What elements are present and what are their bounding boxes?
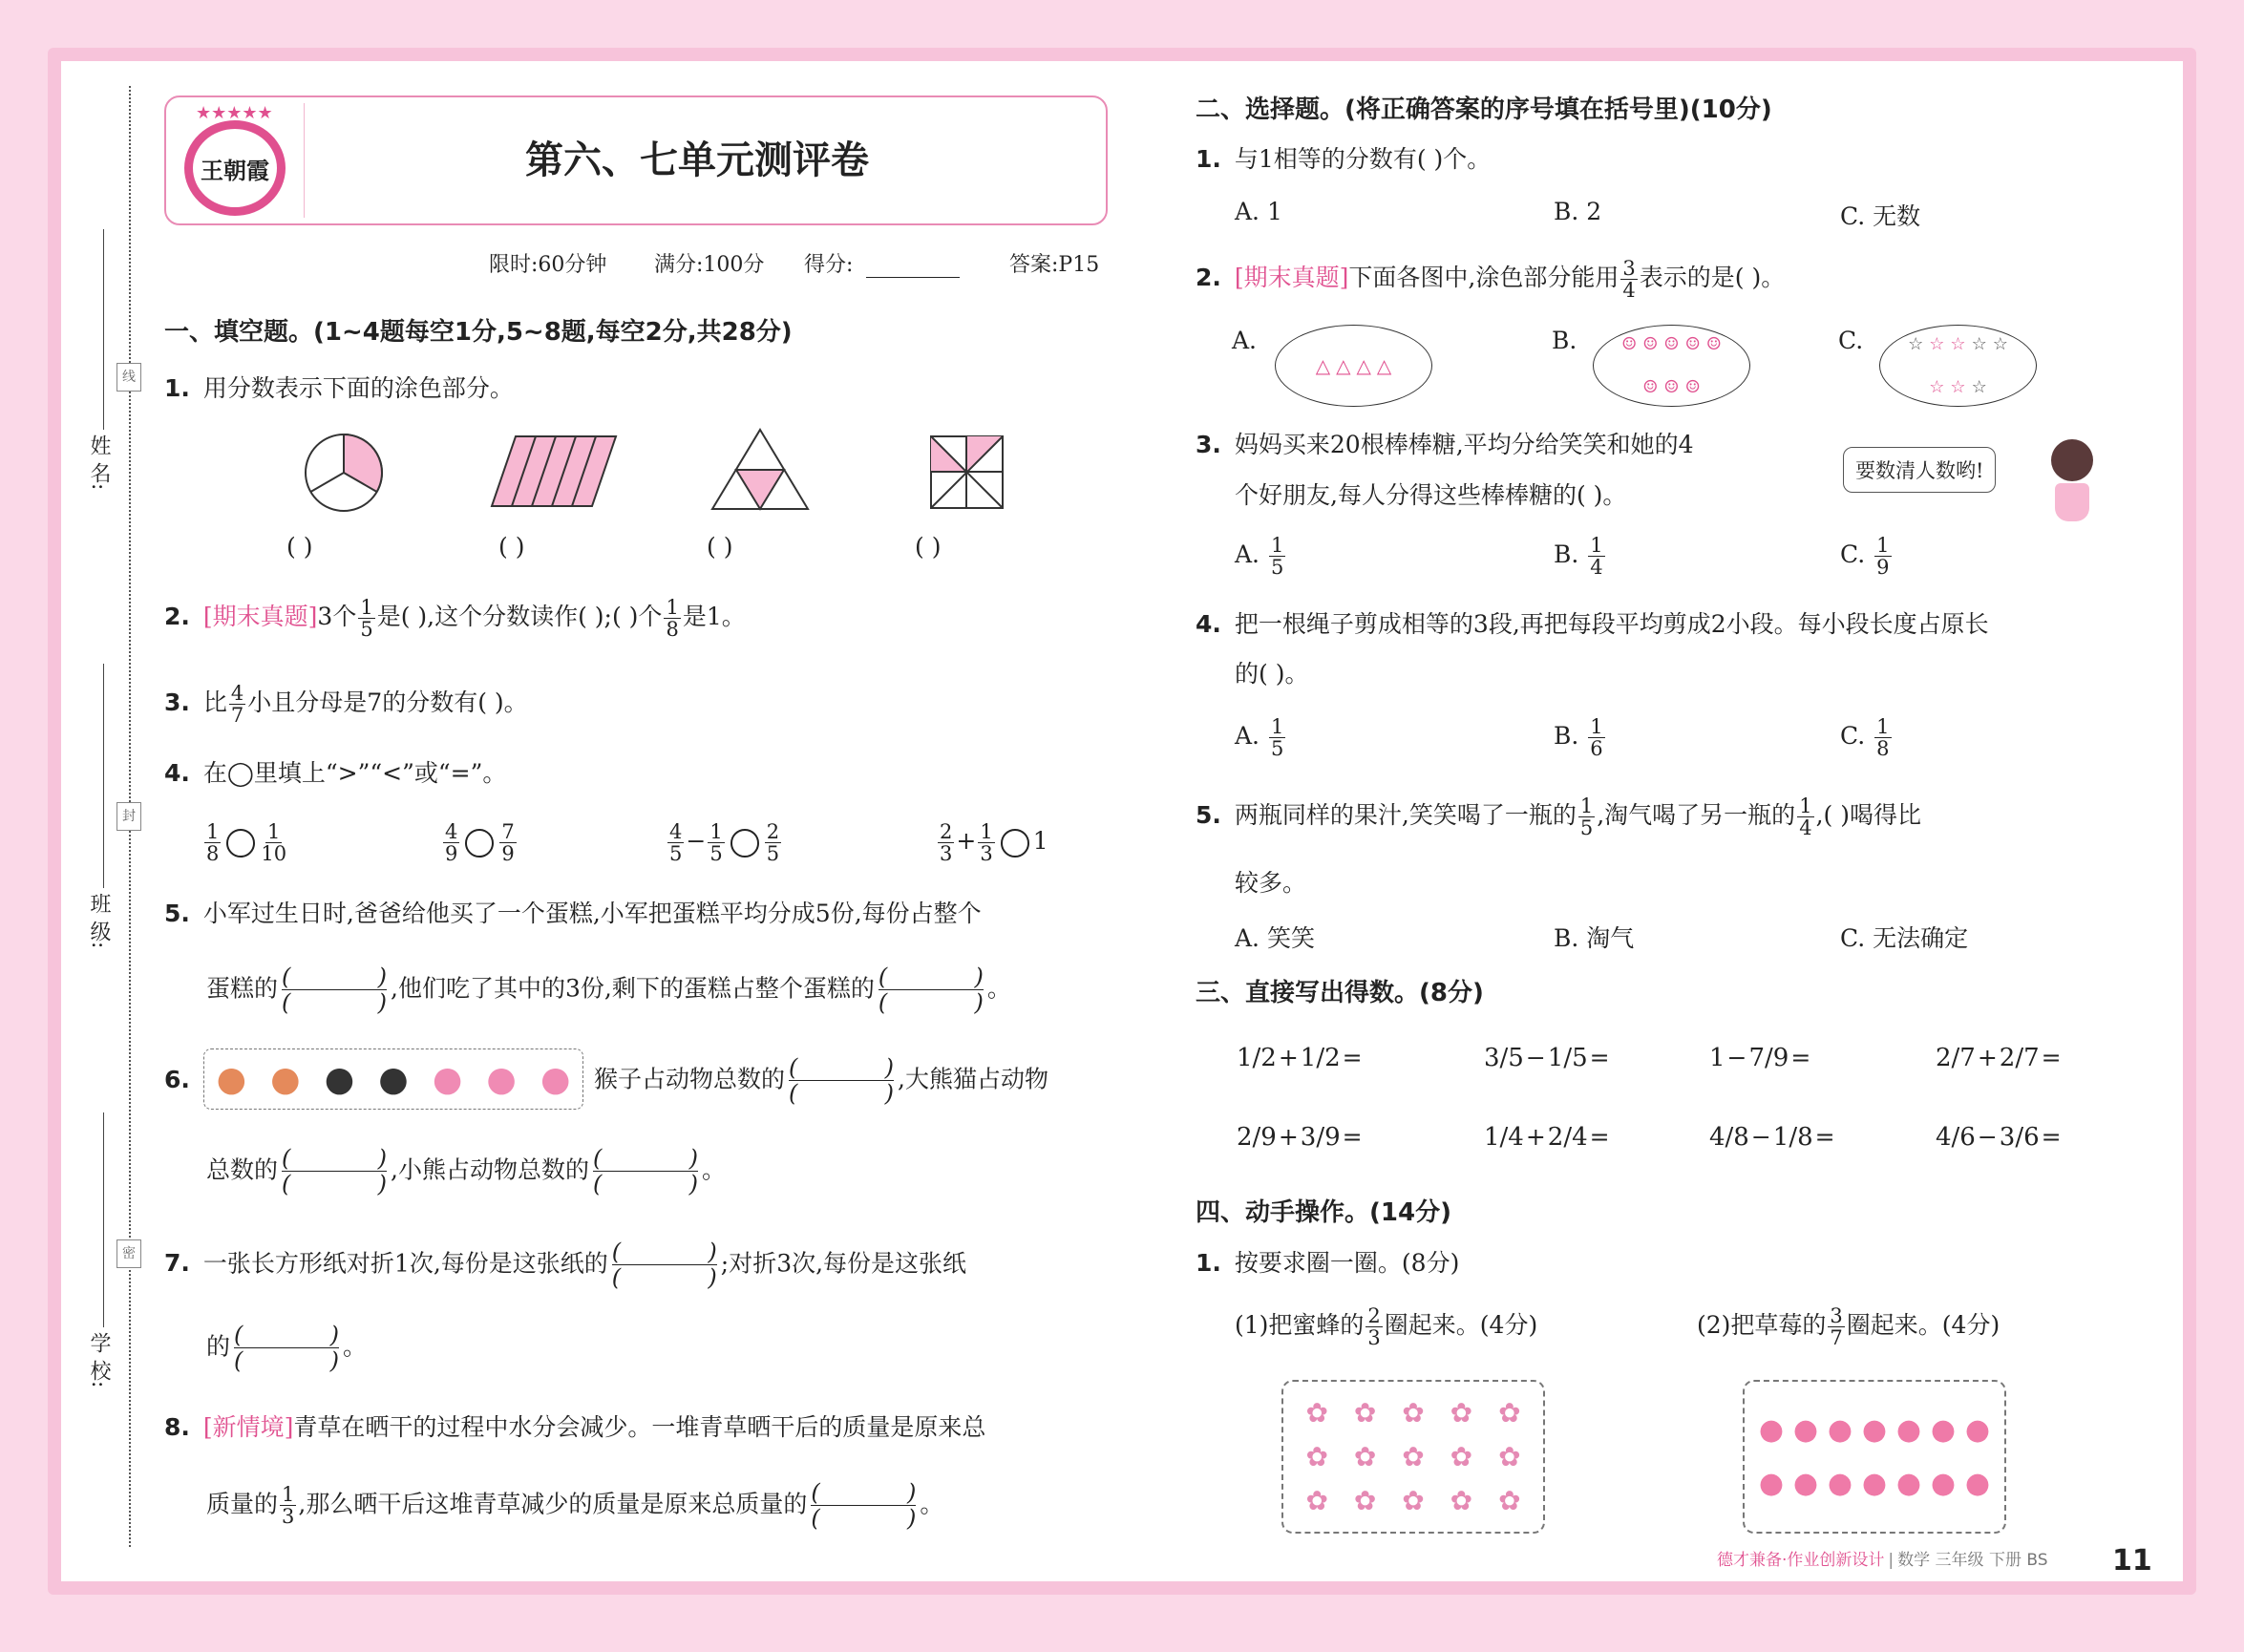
parallelogram-shape <box>492 436 616 506</box>
hint-bubble: 要数清人数哟! <box>1843 447 1996 493</box>
line-mark: 线 <box>116 363 141 392</box>
footer-info: 数学 三年级 下册 BS <box>1897 1551 2048 1570</box>
strawberry-icon: ● <box>1861 1467 1888 1501</box>
square-shape <box>931 436 1003 508</box>
footer-brand: 德才兼备·作业创新设计 <box>1717 1551 1885 1570</box>
s2-q2: 2. [期末真题]下面各图中,涂色部分能用 $\frac{3}{4}$ 表示的是( )。 <box>1196 257 1786 303</box>
s1-q7: 7. 一张长方形纸对折1次,每份是这张纸的 ( ) ( ) ;对折3次,每份是这张纸 <box>164 1239 967 1292</box>
option-c[interactable]: C. 无数 <box>1840 202 1921 230</box>
s1-q7-line2: 的 ( ) ( ) 。 <box>206 1322 368 1375</box>
s1-q8-line2: 质量的 $\frac{1}{3}$ ,那么晒干后这堆青草减少的质量是原来总质量的 ( ) ( ) 。 <box>206 1479 944 1533</box>
answer-blank[interactable]: ( ) <box>286 533 313 561</box>
compare-item: $\frac{4}{9}$ $\frac{7}{9}$ <box>445 820 515 866</box>
bear-icon: ● <box>540 1059 571 1099</box>
panda-icon: ● <box>324 1059 355 1099</box>
s4-q1: 1. 按要求圈一圈。(8分) <box>1196 1249 1460 1277</box>
option-b[interactable]: B. $\frac{1}{4}$ <box>1554 534 1603 580</box>
strawberry-icon: ● <box>1792 1412 1819 1447</box>
school-underline <box>103 1112 104 1327</box>
s2-q4: 4. 把一根绳子剪成相等的3段,再把每段平均剪成2小段。每小段长度占原长 <box>1196 610 1989 638</box>
q1-shapes <box>286 425 1050 520</box>
time-limit: 限时:60分钟 <box>489 253 607 277</box>
circle-shape <box>306 434 382 511</box>
stars-figure: ☆ ☆ ☆ ☆ ☆ ☆ ☆ ☆ <box>1879 325 2037 407</box>
calc-item[interactable]: 2/9+3/9= <box>1237 1123 1363 1152</box>
bee-icon: ✿ <box>1305 1440 1328 1472</box>
strawberry-icon: ● <box>1930 1412 1957 1447</box>
answer-blank[interactable]: ( ) <box>498 533 525 561</box>
calc-item[interactable]: 1/4+2/4= <box>1484 1123 1610 1152</box>
bee-icon: ✿ <box>1498 1484 1521 1516</box>
bee-icon: ✿ <box>1402 1484 1425 1516</box>
option-b[interactable]: B. <box>1552 327 1577 354</box>
seal-mark: 封 <box>116 802 141 831</box>
page-title: 第六、七单元测评卷 <box>525 138 869 182</box>
s1-q6: 猴子占动物总数的 ( ) ( ) ,大熊猫占动物 <box>594 1054 1048 1108</box>
score-field[interactable] <box>866 277 960 278</box>
calc-item[interactable]: 4/8−1/8= <box>1709 1123 1835 1152</box>
s1-q6-line2: 总数的 ( ) ( ) ,小熊占动物总数的 ( ) ( ) 。 <box>206 1145 726 1198</box>
option-a[interactable]: A. 笑笑 <box>1235 924 1315 952</box>
answer-blank[interactable]: ( ) <box>915 533 942 561</box>
section4-heading: 四、动手操作。(14分) <box>1196 1198 1451 1227</box>
footer: 德才兼备·作业创新设计 | 数学 三年级 下册 BS <box>1717 1551 2048 1570</box>
s2-q1: 1. 与1相等的分数有( )个。 <box>1196 145 1492 173</box>
strawberry-icon: ● <box>1827 1412 1853 1447</box>
strawberry-icon: ● <box>1827 1467 1853 1501</box>
strawberries-box[interactable] <box>1743 1380 2006 1534</box>
strawberry-icon: ● <box>1792 1467 1819 1501</box>
strawberry-icon: ● <box>1758 1467 1785 1501</box>
bee-icon: ✿ <box>1498 1440 1521 1472</box>
bee-icon: ✿ <box>1402 1440 1425 1472</box>
s2-q3-line2: 个好朋友,每人分得这些棒棒糖的( )。 <box>1235 481 1627 509</box>
answer-page: 答案:P15 <box>1009 253 1100 277</box>
bee-icon: ✿ <box>1305 1484 1328 1516</box>
section3-heading: 三、直接写出得数。(8分) <box>1196 979 1484 1007</box>
answer-blank[interactable]: ( ) <box>707 533 733 561</box>
s2-q3: 3. 妈妈买来20根棒棒糖,平均分给笑笑和她的4 <box>1196 431 1694 458</box>
monkey-icon: ● <box>270 1059 301 1099</box>
strawberry-icon: ● <box>1758 1412 1785 1447</box>
panda-icon: ● <box>378 1059 409 1099</box>
option-a[interactable]: A. <box>1232 327 1258 354</box>
bear-icon: ● <box>432 1059 463 1099</box>
star-icon: ★★★★★ <box>196 103 273 123</box>
option-a[interactable]: A. 1 <box>1235 198 1282 225</box>
option-c[interactable]: C. 无法确定 <box>1840 924 1969 952</box>
option-c[interactable]: C. $\frac{1}{8}$ <box>1840 715 1890 761</box>
strawberry-icon: ● <box>1861 1412 1888 1447</box>
class-label: 班 级: <box>87 893 111 949</box>
option-c[interactable]: C. <box>1838 327 1864 354</box>
s2-q5-line2: 较多。 <box>1235 869 1307 897</box>
school-label: 学 校: <box>87 1332 111 1388</box>
s2-q4-line2: 的( )。 <box>1235 660 1309 688</box>
bee-icon: ✿ <box>1305 1397 1328 1430</box>
s1-q2: 2. [期末真题]3个 $\frac{1}{5}$ 是( ),这个分数读作( );( )个 $\frac{1}{8}$ 是1。 <box>164 596 746 642</box>
bear-icon: ● <box>486 1059 517 1099</box>
logo-text: 王朝霞 <box>184 120 286 216</box>
smileys-figure: ☺ ☺ ☺ ☺ ☺ ☺ ☺ ☺ <box>1593 325 1750 407</box>
s4-q1-sub1: (1)把蜜蜂的 $\frac{2}{3}$ 圈起来。(4分) <box>1235 1304 1538 1350</box>
strawberry-icon: ● <box>1964 1412 1991 1447</box>
compare-item: $\frac{4}{5}$ − $\frac{1}{5}$ $\frac{2}{5}$ <box>669 820 780 866</box>
option-b[interactable]: B. $\frac{1}{6}$ <box>1554 715 1603 761</box>
calc-item[interactable]: 1/2+1/2= <box>1237 1044 1363 1072</box>
calc-item[interactable]: 2/7+2/7= <box>1936 1044 2062 1072</box>
logo <box>177 103 301 218</box>
calc-item[interactable]: 4/6−3/6= <box>1936 1123 2062 1152</box>
strawberry-icon: ● <box>1895 1412 1922 1447</box>
score-label: 得分: <box>804 253 854 277</box>
calc-item[interactable]: 3/5−1/5= <box>1484 1044 1610 1072</box>
option-a[interactable]: A. $\frac{1}{5}$ <box>1235 534 1284 580</box>
bee-icon: ✿ <box>1450 1484 1473 1516</box>
monkey-icon: ● <box>216 1059 246 1099</box>
option-b[interactable]: B. 淘气 <box>1554 924 1635 952</box>
compare-item: $\frac{1}{8}$ $\frac{1}{10}$ <box>206 820 287 866</box>
animals-box <box>203 1048 583 1110</box>
s1-q6-num: 6. <box>164 1066 190 1093</box>
logo-divider <box>304 103 305 218</box>
page-number: 11 <box>2112 1544 2152 1578</box>
calc-item[interactable]: 1−7/9= <box>1709 1044 1811 1072</box>
s1-q1: 1. 用分数表示下面的涂色部分。 <box>164 374 514 402</box>
compare-item: $\frac{2}{3}$ + $\frac{1}{3}$ 1 <box>940 820 1048 866</box>
bee-icon: ✿ <box>1498 1397 1521 1430</box>
s1-q8: 8. [新情境]青草在晒干的过程中水分会减少。一堆青草晒干后的质量是原来总 <box>164 1413 986 1441</box>
girl-illustration <box>2043 439 2101 544</box>
option-b[interactable]: B. 2 <box>1554 198 1602 225</box>
s2-q5: 5. 两瓶同样的果汁,笑笑喝了一瓶的 $\frac{1}{5}$ ,淘气喝了另一瓶的 $\frac{1}{4}$ ,( )喝得比 <box>1196 794 1921 840</box>
bee-icon: ✿ <box>1450 1397 1473 1430</box>
strawberry-icon: ● <box>1964 1467 1991 1501</box>
bee-icon: ✿ <box>1353 1397 1377 1430</box>
secret-mark: 密 <box>116 1239 141 1268</box>
full-score: 满分:100分 <box>654 253 765 277</box>
section2-heading: 二、选择题。(将正确答案的序号填在括号里)(10分) <box>1196 95 1772 124</box>
s1-q3: 3. 比 $\frac{4}{7}$ 小且分母是7的分数有( )。 <box>164 682 528 728</box>
strawberry-icon: ● <box>1895 1467 1922 1501</box>
name-label: 姓 名: <box>87 434 111 491</box>
triangle-shape <box>712 430 808 509</box>
s1-q5: 5. 小军过生日时,爸爸给他买了一个蛋糕,小军把蛋糕平均分成5份,每份占整个 <box>164 900 982 927</box>
s4-q1-sub2: (2)把草莓的 $\frac{3}{7}$ 圈起来。(4分) <box>1697 1304 2001 1350</box>
option-c[interactable]: C. $\frac{1}{9}$ <box>1840 534 1890 580</box>
triangles-figure: △ △ △ △ <box>1275 325 1432 407</box>
s1-q4: 4. 在◯里填上“>”“<”或“=”。 <box>164 759 507 787</box>
bee-icon: ✿ <box>1353 1484 1377 1516</box>
bees-box[interactable] <box>1281 1380 1545 1534</box>
option-a[interactable]: A. $\frac{1}{5}$ <box>1235 715 1284 761</box>
strawberry-icon: ● <box>1930 1467 1957 1501</box>
name-underline <box>103 229 104 430</box>
bee-icon: ✿ <box>1402 1397 1425 1430</box>
bee-icon: ✿ <box>1353 1440 1377 1472</box>
s1-q5-line2: 蛋糕的 ( ) ( ) ,他们吃了其中的3份,剩下的蛋糕占整个蛋糕的 ( ) ( ) 。 <box>206 964 1011 1017</box>
class-underline <box>103 664 104 888</box>
section1-heading: 一、填空题。(1~4题每空1分,5~8题,每空2分,共28分) <box>164 318 793 347</box>
bee-icon: ✿ <box>1450 1440 1473 1472</box>
